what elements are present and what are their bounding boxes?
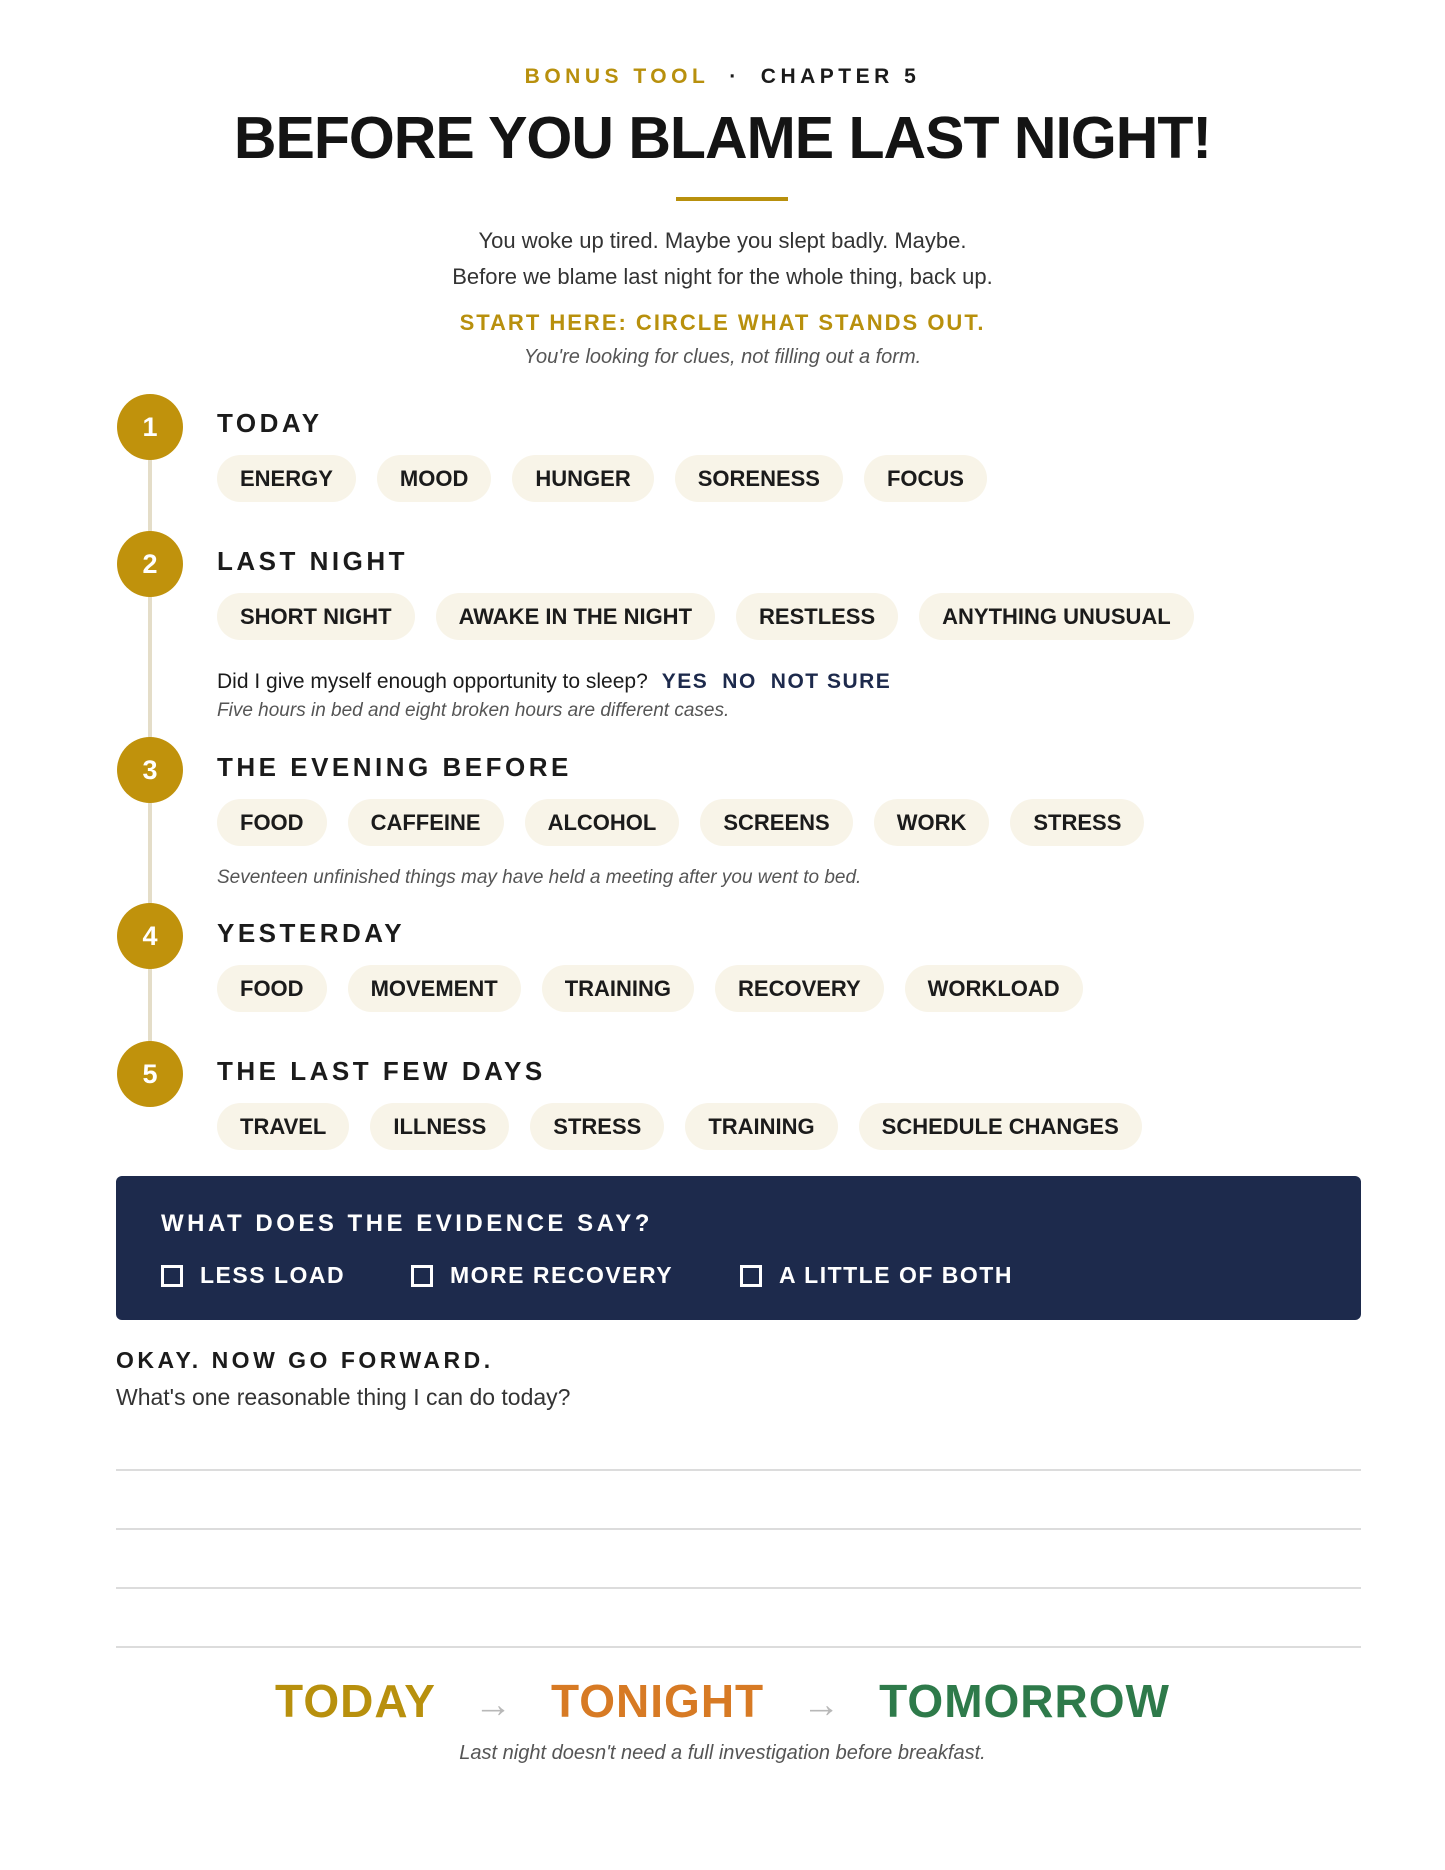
question-text: Did I give myself enough opportunity to sleep?	[217, 670, 648, 693]
chip-anything-unusual[interactable]: ANYTHING UNUSUAL	[919, 593, 1194, 640]
answer-no[interactable]: NO	[722, 670, 757, 693]
today-tonight-tomorrow-flow	[0, 1674, 1445, 1728]
forward-question: What's one reasonable thing I can do today?	[116, 1384, 571, 1410]
chip-stress[interactable]: STRESS	[530, 1103, 664, 1150]
arrow-right-icon: →	[474, 1684, 513, 1726]
chip-mood[interactable]: MOOD	[377, 455, 491, 502]
option-more-recovery[interactable]	[411, 1262, 673, 1289]
option-label: MORE RECOVERY	[450, 1262, 674, 1288]
writing-line-1[interactable]	[116, 1469, 1361, 1471]
chip-short-night[interactable]: SHORT NIGHT	[217, 593, 415, 640]
arrow-right-icon: →	[802, 1684, 842, 1726]
option-less-load[interactable]	[161, 1262, 345, 1289]
start-here-heading: START HERE: CIRCLE WHAT STANDS OUT.	[459, 310, 986, 335]
eyebrow-bonus-tool: BONUS TOOL	[524, 65, 710, 88]
section-title-last-few-days: THE LAST FEW DAYS	[217, 1056, 546, 1086]
chip-movement[interactable]: MOVEMENT	[348, 965, 521, 1012]
chip-stress[interactable]: STRESS	[1010, 799, 1144, 846]
title-divider	[676, 197, 788, 201]
section-title-evening-before: THE EVENING BEFORE	[217, 752, 572, 782]
chip-group-today	[217, 455, 987, 502]
chip-focus[interactable]: FOCUS	[864, 455, 987, 502]
chip-group-evening-before	[217, 799, 1144, 846]
eyebrow	[0, 65, 1445, 89]
checkbox-icon[interactable]	[161, 1265, 183, 1287]
footer-tagline: Last night doesn't need a full investigation before breakfast.	[459, 1742, 986, 1764]
chip-soreness[interactable]: SORENESS	[675, 455, 843, 502]
intro-text	[0, 223, 1445, 295]
checkbox-icon[interactable]	[740, 1265, 762, 1287]
chip-recovery[interactable]: RECOVERY	[715, 965, 884, 1012]
eyebrow-chapter: CHAPTER 5	[760, 65, 921, 88]
chip-illness[interactable]: ILLNESS	[370, 1103, 509, 1150]
evidence-panel	[116, 1176, 1361, 1320]
step-badge-5: 5	[117, 1041, 183, 1107]
writing-line-2[interactable]	[116, 1528, 1361, 1530]
chip-awake-in-the-night[interactable]: AWAKE IN THE NIGHT	[436, 593, 715, 640]
intro-line-2: Before we blame last night for the whole thing, back up.	[452, 264, 993, 289]
chip-food[interactable]: FOOD	[217, 965, 327, 1012]
chip-caffeine[interactable]: CAFFEINE	[348, 799, 504, 846]
step-badge-4: 4	[117, 903, 183, 969]
eyebrow-separator: ·	[729, 65, 741, 88]
chip-alcohol[interactable]: ALCOHOL	[525, 799, 680, 846]
sleep-opportunity-question	[217, 670, 891, 694]
chip-training[interactable]: TRAINING	[542, 965, 694, 1012]
chip-energy[interactable]: ENERGY	[217, 455, 356, 502]
chip-restless[interactable]: RESTLESS	[736, 593, 898, 640]
flow-today: TODAY	[275, 1675, 436, 1727]
page-title: BEFORE YOU BLAME LAST NIGHT!	[233, 105, 1212, 171]
option-a-little-of-both[interactable]	[740, 1262, 1013, 1289]
flow-tonight: TONIGHT	[551, 1675, 765, 1727]
section-title-yesterday: YESTERDAY	[217, 918, 406, 948]
evidence-title: WHAT DOES THE EVIDENCE SAY?	[161, 1210, 653, 1237]
writing-line-4[interactable]	[116, 1646, 1361, 1648]
step-badge-3: 3	[117, 737, 183, 803]
answer-yes[interactable]: YES	[661, 670, 709, 693]
section-title-last-night: LAST NIGHT	[217, 546, 408, 576]
section-title-today: TODAY	[217, 408, 323, 438]
chip-food[interactable]: FOOD	[217, 799, 327, 846]
option-label: A LITTLE OF BOTH	[779, 1262, 1013, 1288]
note-evening-before: Seventeen unfinished things may have held a meeting after you went to bed.	[217, 867, 862, 888]
chip-work[interactable]: WORK	[874, 799, 990, 846]
note-last-night: Five hours in bed and eight broken hours are different cases.	[217, 700, 730, 721]
chip-hunger[interactable]: HUNGER	[512, 455, 653, 502]
writing-line-3[interactable]	[116, 1587, 1361, 1589]
step-badge-2: 2	[117, 531, 183, 597]
chip-group-last-few-days	[217, 1103, 1142, 1150]
chip-travel[interactable]: TRAVEL	[217, 1103, 349, 1150]
option-label: LESS LOAD	[200, 1262, 346, 1288]
flow-tomorrow: TOMORROW	[879, 1675, 1170, 1727]
chip-group-last-night	[217, 593, 1194, 640]
chip-screens[interactable]: SCREENS	[700, 799, 852, 846]
intro-line-1: You woke up tired. Maybe you slept badly. Maybe.	[478, 228, 967, 253]
step-badge-1: 1	[117, 394, 183, 460]
chip-schedule-changes[interactable]: SCHEDULE CHANGES	[859, 1103, 1142, 1150]
start-here-subtitle: You're looking for clues, not filling out a form.	[523, 346, 922, 368]
chip-workload[interactable]: WORKLOAD	[905, 965, 1083, 1012]
answer-not-sure[interactable]: NOT SURE	[770, 670, 892, 693]
forward-heading: OKAY. NOW GO FORWARD.	[116, 1347, 494, 1373]
chip-training[interactable]: TRAINING	[685, 1103, 837, 1150]
checkbox-icon[interactable]	[411, 1265, 433, 1287]
chip-group-yesterday	[217, 965, 1083, 1012]
